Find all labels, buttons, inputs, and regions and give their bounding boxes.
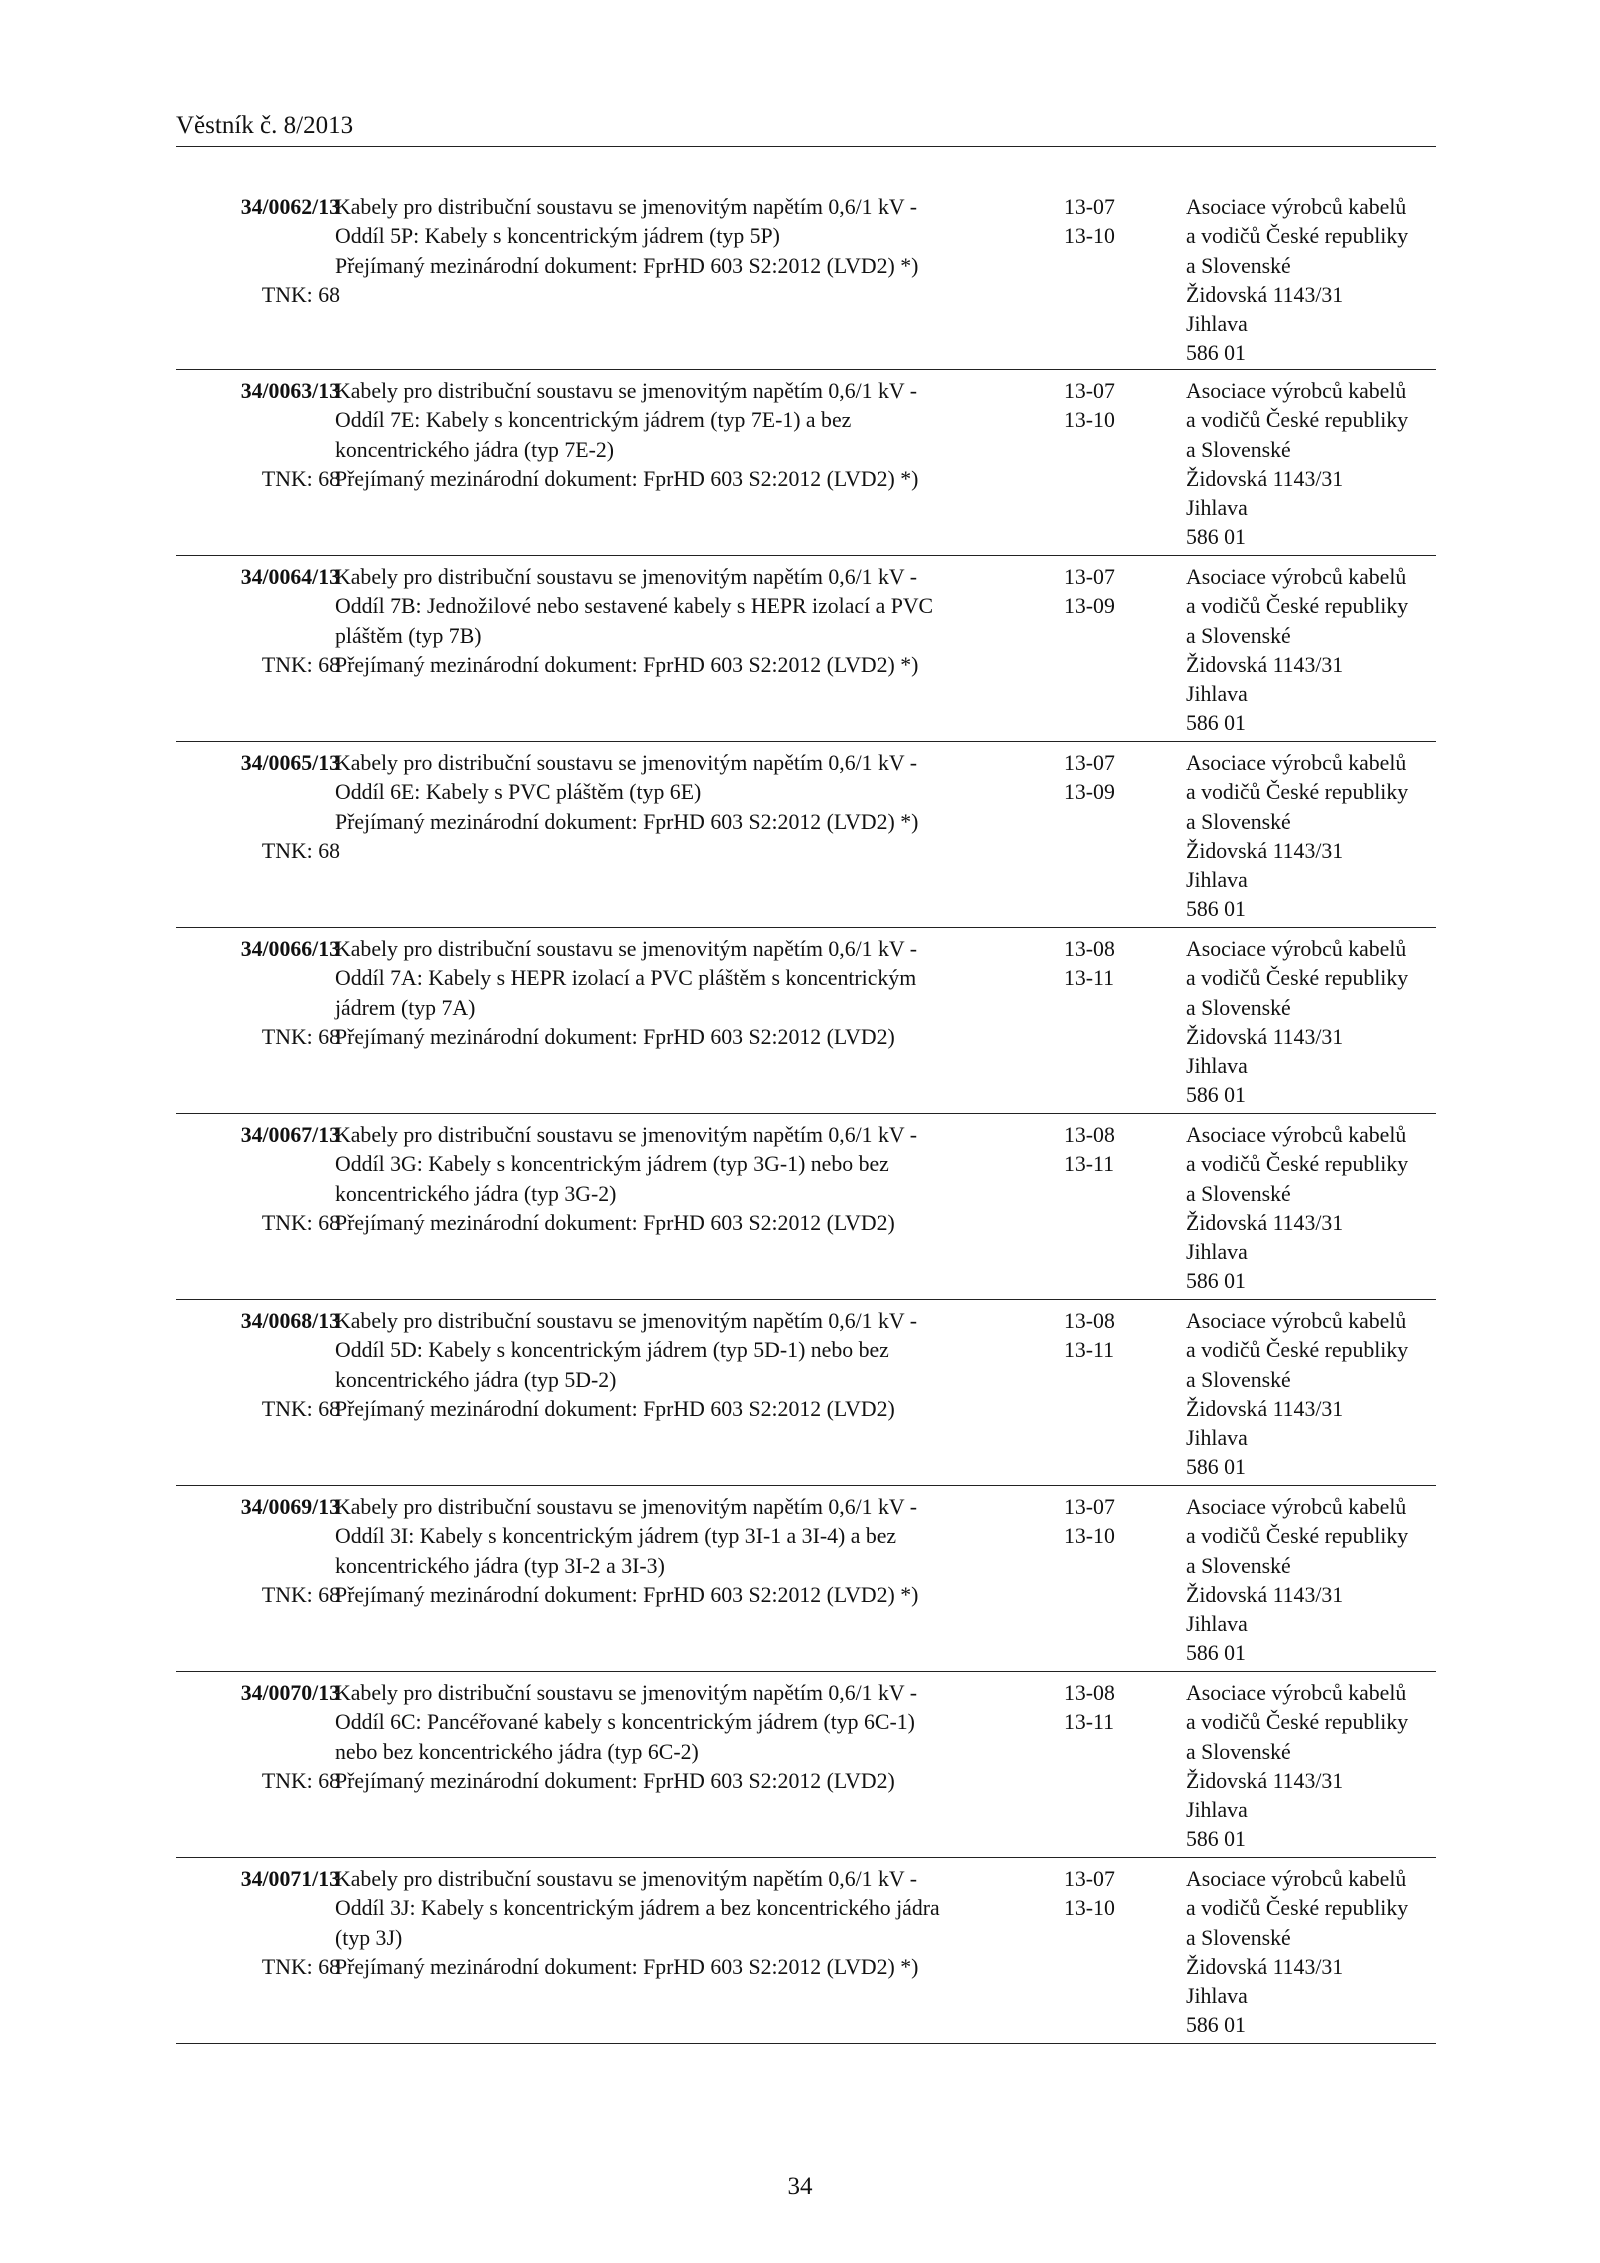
description-line: Oddíl 7E: Kabely s koncentrickým jádrem (typ 7E-1) a bez (335, 408, 852, 433)
organization-line: Asociace výrobců kabelů (1186, 1867, 1407, 1891)
entry-description (335, 1307, 917, 1424)
entry-code-column (190, 749, 340, 863)
entry-code-column (190, 1865, 340, 1979)
organization-line: Asociace výrobců kabelů (1186, 1681, 1407, 1705)
description-line: Oddíl 5P: Kabely s koncentrickým jádrem (typ 5P) (335, 224, 780, 249)
organization-line: Jihlava (1186, 1984, 1248, 2009)
description-line: nebo bez koncentrického jádra (typ 6C-2) (335, 1739, 699, 1764)
organization-line: Jihlava (1186, 868, 1248, 893)
entry-code-column (190, 1679, 340, 1793)
date-line: 13-10 (1064, 224, 1115, 249)
standard-code: 34/0066/13 (240, 937, 340, 961)
description-line: Kabely pro distribuční soustavu se jmenovitým napětím 0,6/1 kV - (335, 1123, 917, 1147)
description-line: koncentrického jádra (typ 3I-2 a 3I-3) (335, 1553, 665, 1578)
organization-line: Židovská 1143/31 (1186, 652, 1344, 677)
date-line: 13-08 (1064, 1309, 1115, 1333)
description-line: Oddíl 7B: Jednožilové nebo sestavené kabely s HEPR izolací a PVC (335, 594, 934, 619)
entry-description (335, 1679, 917, 1796)
entry-description (335, 1493, 919, 1610)
organization-line: a vodičů České republiky (1186, 224, 1409, 249)
tnk-label: TNK: 68 (261, 1769, 340, 1793)
description-line: jádrem (typ 7A) (335, 995, 476, 1020)
entry-code-column (190, 563, 340, 677)
entry-dates (1064, 377, 1134, 436)
entry-description (335, 935, 917, 1052)
entry-organization (1186, 935, 1446, 1111)
organization-line: a vodičů České republiky (1186, 1710, 1409, 1735)
date-line: 13-11 (1064, 966, 1115, 991)
list-item (176, 1671, 1436, 1857)
organization-line: a vodičů České republiky (1186, 408, 1409, 433)
date-line: 13-07 (1064, 1495, 1115, 1519)
entry-organization (1186, 1307, 1446, 1483)
organization-line: a vodičů České republiky (1186, 594, 1409, 619)
entry-organization (1186, 193, 1446, 369)
organization-line: Jihlava (1186, 312, 1248, 337)
tnk-label: TNK: 68 (261, 1397, 340, 1421)
organization-line: a vodičů České republiky (1186, 1524, 1409, 1549)
organization-line: a Slovenské (1186, 995, 1291, 1020)
organization-line: a Slovenské (1186, 253, 1291, 278)
list-item (176, 741, 1436, 927)
organization-line: a Slovenské (1186, 1739, 1291, 1764)
entry-code-column (190, 193, 340, 307)
date-line: 13-10 (1064, 1524, 1115, 1549)
description-line: Oddíl 6E: Kabely s PVC pláštěm (typ 6E) (335, 780, 702, 805)
list-item (176, 1485, 1436, 1671)
organization-line: 586 01 (1186, 1641, 1246, 1666)
standard-code: 34/0071/13 (240, 1867, 340, 1891)
entry-organization (1186, 749, 1446, 925)
organization-line: a Slovenské (1186, 623, 1291, 648)
standard-code: 34/0069/13 (240, 1495, 340, 1519)
entry-organization (1186, 1679, 1446, 1855)
organization-line: Jihlava (1186, 496, 1248, 521)
organization-line: a vodičů České republiky (1186, 966, 1409, 991)
organization-line: a Slovenské (1186, 1181, 1291, 1206)
entry-description (335, 193, 919, 281)
date-line: 13-11 (1064, 1152, 1115, 1177)
organization-line: Jihlava (1186, 1054, 1248, 1079)
list-item (176, 186, 1436, 369)
date-line: 13-08 (1064, 937, 1115, 961)
entry-organization (1186, 563, 1446, 739)
entry-code-column (190, 935, 340, 1049)
entry-organization (1186, 1493, 1446, 1669)
organization-line: Židovská 1143/31 (1186, 282, 1344, 307)
standard-code: 34/0063/13 (240, 379, 340, 403)
tnk-label: TNK: 68 (261, 467, 340, 491)
entry-dates (1064, 1493, 1134, 1552)
list-item (176, 555, 1436, 741)
organization-line: Asociace výrobců kabelů (1186, 379, 1407, 403)
date-line: 13-11 (1064, 1338, 1115, 1363)
organization-line: 586 01 (1186, 1827, 1246, 1852)
description-line: Přejímaný mezinárodní dokument: FprHD 603 S2:2012 (LVD2) (335, 1396, 895, 1421)
organization-line: Židovská 1143/31 (1186, 1024, 1344, 1049)
organization-line: a vodičů České republiky (1186, 780, 1409, 805)
tnk-label: TNK: 68 (261, 1025, 340, 1049)
standard-code: 34/0070/13 (240, 1681, 340, 1705)
description-line: pláštěm (typ 7B) (335, 623, 482, 648)
page-header-title: Věstník č. 8/2013 (176, 112, 354, 139)
tnk-label: TNK: 68 (261, 283, 340, 307)
entry-dates (1064, 1865, 1134, 1924)
tnk-label: TNK: 68 (261, 1583, 340, 1607)
description-line: Kabely pro distribuční soustavu se jmenovitým napětím 0,6/1 kV - (335, 565, 917, 589)
organization-line: Jihlava (1186, 682, 1248, 707)
organization-line: a Slovenské (1186, 1553, 1291, 1578)
description-line: Přejímaný mezinárodní dokument: FprHD 603 S2:2012 (LVD2) *) (335, 466, 919, 491)
organization-line: Jihlava (1186, 1240, 1248, 1265)
description-line: Přejímaný mezinárodní dokument: FprHD 603 S2:2012 (LVD2) *) (335, 1954, 919, 1979)
description-line: Přejímaný mezinárodní dokument: FprHD 603 S2:2012 (LVD2) (335, 1210, 895, 1235)
standards-list (176, 186, 1436, 2044)
standard-code: 34/0062/13 (240, 195, 340, 219)
organization-line: 586 01 (1186, 1455, 1246, 1480)
tnk-label: TNK: 68 (261, 1955, 340, 1979)
date-line: 13-07 (1064, 565, 1115, 589)
standard-code: 34/0068/13 (240, 1309, 340, 1333)
description-line: Oddíl 3G: Kabely s koncentrickým jádrem (typ 3G-1) nebo bez (335, 1152, 889, 1177)
date-line: 13-07 (1064, 1867, 1115, 1891)
date-line: 13-09 (1064, 594, 1115, 619)
organization-line: 586 01 (1186, 1269, 1246, 1294)
description-line: Přejímaný mezinárodní dokument: FprHD 603 S2:2012 (LVD2) *) (335, 1582, 919, 1607)
description-line: (typ 3J) (335, 1925, 403, 1950)
entry-description (335, 563, 934, 680)
organization-line: 586 01 (1186, 1083, 1246, 1108)
description-line: Kabely pro distribuční soustavu se jmenovitým napětím 0,6/1 kV - (335, 379, 917, 403)
header-divider (176, 146, 1436, 147)
entry-code-column (190, 1493, 340, 1607)
description-line: Přejímaný mezinárodní dokument: FprHD 603 S2:2012 (LVD2) *) (335, 253, 919, 278)
description-line: Přejímaný mezinárodní dokument: FprHD 603 S2:2012 (LVD2) (335, 1024, 895, 1049)
organization-line: a Slovenské (1186, 1367, 1291, 1392)
entry-organization (1186, 1121, 1446, 1297)
organization-line: Židovská 1143/31 (1186, 466, 1344, 491)
description-line: Kabely pro distribuční soustavu se jmenovitým napětím 0,6/1 kV - (335, 1681, 917, 1705)
entry-dates (1064, 563, 1134, 622)
description-line: Kabely pro distribuční soustavu se jmenovitým napětím 0,6/1 kV - (335, 937, 917, 961)
organization-line: Židovská 1143/31 (1186, 838, 1344, 863)
description-line: koncentrického jádra (typ 3G-2) (335, 1181, 617, 1206)
description-line: Kabely pro distribuční soustavu se jmenovitým napětím 0,6/1 kV - (335, 1495, 917, 1519)
organization-line: a vodičů České republiky (1186, 1338, 1409, 1363)
organization-line: a vodičů České republiky (1186, 1152, 1409, 1177)
organization-line: Asociace výrobců kabelů (1186, 1123, 1407, 1147)
entry-dates (1064, 749, 1134, 808)
entry-dates (1064, 1679, 1134, 1738)
organization-line: Jihlava (1186, 1426, 1248, 1451)
organization-line: a Slovenské (1186, 809, 1291, 834)
organization-line: Židovská 1143/31 (1186, 1210, 1344, 1235)
date-line: 13-07 (1064, 195, 1115, 219)
organization-line: 586 01 (1186, 525, 1246, 550)
organization-line: Asociace výrobců kabelů (1186, 565, 1407, 589)
organization-line: Židovská 1143/31 (1186, 1768, 1344, 1793)
standard-code: 34/0065/13 (240, 751, 340, 775)
organization-line: 586 01 (1186, 711, 1246, 736)
date-line: 13-09 (1064, 780, 1115, 805)
entry-code-column (190, 1307, 340, 1421)
description-line: Oddíl 7A: Kabely s HEPR izolací a PVC pláštěm s koncentrickým (335, 966, 917, 991)
entry-description (335, 1865, 940, 1982)
tnk-label: TNK: 68 (261, 839, 340, 863)
entry-description (335, 1121, 917, 1238)
organization-line: Asociace výrobců kabelů (1186, 751, 1407, 775)
description-line: koncentrického jádra (typ 5D-2) (335, 1367, 617, 1392)
description-line: Oddíl 5D: Kabely s koncentrickým jádrem (typ 5D-1) nebo bez (335, 1338, 889, 1363)
organization-line: 586 01 (1186, 341, 1246, 366)
description-line: Přejímaný mezinárodní dokument: FprHD 603 S2:2012 (LVD2) (335, 1768, 895, 1793)
entry-dates (1064, 1307, 1134, 1366)
date-line: 13-08 (1064, 1123, 1115, 1147)
date-line: 13-07 (1064, 751, 1115, 775)
description-line: Kabely pro distribuční soustavu se jmenovitým napětím 0,6/1 kV - (335, 751, 917, 775)
entry-description (335, 377, 919, 494)
date-line: 13-10 (1064, 1896, 1115, 1921)
tnk-label: TNK: 68 (261, 653, 340, 677)
standard-code: 34/0064/13 (240, 565, 340, 589)
tnk-label: TNK: 68 (261, 1211, 340, 1235)
description-line: Oddíl 6C: Pancéřované kabely s koncentrickým jádrem (typ 6C-1) (335, 1710, 915, 1735)
organization-line: Asociace výrobců kabelů (1186, 1309, 1407, 1333)
organization-line: Asociace výrobců kabelů (1186, 195, 1407, 219)
entry-organization (1186, 1865, 1446, 2041)
date-line: 13-10 (1064, 408, 1115, 433)
page-number: 34 (787, 2173, 813, 2200)
description-line: koncentrického jádra (typ 7E-2) (335, 437, 615, 462)
entry-dates (1064, 193, 1134, 252)
list-item (176, 369, 1436, 555)
organization-line: Asociace výrobců kabelů (1186, 937, 1407, 961)
organization-line: a Slovenské (1186, 1925, 1291, 1950)
description-line: Kabely pro distribuční soustavu se jmenovitým napětím 0,6/1 kV - (335, 1309, 917, 1333)
organization-line: Židovská 1143/31 (1186, 1954, 1344, 1979)
list-item (176, 1857, 1436, 2043)
organization-line: a vodičů České republiky (1186, 1896, 1409, 1921)
description-line: Kabely pro distribuční soustavu se jmenovitým napětím 0,6/1 kV - (335, 1867, 917, 1891)
description-line: Přejímaný mezinárodní dokument: FprHD 603 S2:2012 (LVD2) *) (335, 652, 919, 677)
entry-dates (1064, 935, 1134, 994)
organization-line: Jihlava (1186, 1798, 1248, 1823)
organization-line: 586 01 (1186, 897, 1246, 922)
entry-description (335, 749, 919, 837)
date-line: 13-11 (1064, 1710, 1115, 1735)
organization-line: 586 01 (1186, 2013, 1246, 2038)
list-item (176, 927, 1436, 1113)
description-line: Oddíl 3J: Kabely s koncentrickým jádrem a bez koncentrického jádra (335, 1896, 940, 1921)
entry-code-column (190, 1121, 340, 1235)
list-item (176, 1299, 1436, 1485)
organization-line: a Slovenské (1186, 437, 1291, 462)
description-line: Přejímaný mezinárodní dokument: FprHD 603 S2:2012 (LVD2) *) (335, 809, 919, 834)
entry-organization (1186, 377, 1446, 553)
entry-dates (1064, 1121, 1134, 1180)
standard-code: 34/0067/13 (240, 1123, 340, 1147)
description-line: Oddíl 3I: Kabely s koncentrickým jádrem (typ 3I-1 a 3I-4) a bez (335, 1524, 897, 1549)
date-line: 13-08 (1064, 1681, 1115, 1705)
organization-line: Židovská 1143/31 (1186, 1396, 1344, 1421)
date-line: 13-07 (1064, 379, 1115, 403)
list-item (176, 1113, 1436, 1299)
organization-line: Židovská 1143/31 (1186, 1582, 1344, 1607)
entry-code-column (190, 377, 340, 491)
organization-line: Jihlava (1186, 1612, 1248, 1637)
organization-line: Asociace výrobců kabelů (1186, 1495, 1407, 1519)
description-line: Kabely pro distribuční soustavu se jmenovitým napětím 0,6/1 kV - (335, 195, 917, 219)
